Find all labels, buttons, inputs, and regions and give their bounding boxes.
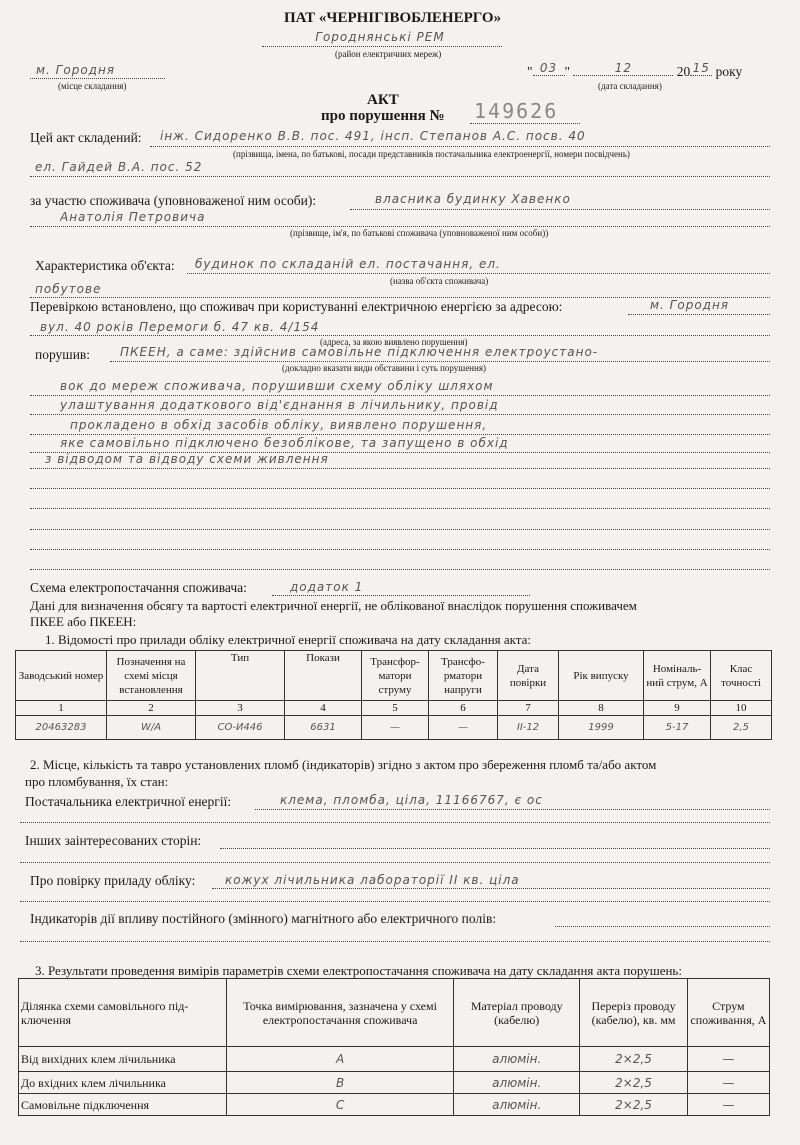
meters-data-cell: 1999	[559, 716, 644, 740]
meters-number-cell: 2	[107, 701, 196, 716]
meters-header-cell: Трансфор-матори струму	[362, 651, 429, 701]
measurements-row-point: А	[227, 1047, 454, 1072]
address-handwritten-inline: м. Городня	[650, 298, 730, 312]
measurements-row-material: алюмін.	[454, 1072, 580, 1094]
blank-line-5	[30, 569, 770, 570]
measurements-row-material: алюмін.	[454, 1047, 580, 1072]
violations-line-1	[110, 361, 770, 362]
consumer-line-2	[30, 226, 770, 227]
supplier-handwritten: клема, пломба, ціла, 11166767, є ос	[280, 793, 543, 807]
address-line-inline	[628, 314, 770, 315]
meters-header-cell: Трансфо-рматори напруги	[429, 651, 498, 701]
meters-header-cell: Позначення на схемі місця встановлення	[107, 651, 196, 701]
measurements-row-material: алюмін.	[454, 1094, 580, 1116]
measurements-row	[19, 1047, 770, 1072]
meters-header-row	[16, 651, 772, 701]
verify-handwritten: кожух лічильника лабораторії II кв. ціла	[225, 873, 520, 887]
measurements-header-cell: Ділянка схеми самовільного під-ключення	[19, 979, 227, 1047]
measurements-header-cell: Струм споживання, А	[687, 979, 769, 1047]
indicators-label: Індикаторів дії впливу постійного (змінного) магнітного або електричного полів:	[30, 911, 497, 926]
blank-line-3	[30, 529, 770, 530]
measurements-row	[19, 1094, 770, 1116]
meters-number-cell: 5	[362, 701, 429, 716]
meters-data-cell: 20463283	[16, 716, 107, 740]
scheme-line	[272, 595, 530, 596]
measurements-row-current: —	[687, 1094, 769, 1116]
meters-header-cell: Дата повірки	[498, 651, 559, 701]
violations-line-2	[30, 395, 770, 396]
measurements-row-section: 2×2,5	[580, 1094, 687, 1116]
object-handwritten-1: будинок по складаній ел. постачання, ел.	[195, 257, 501, 271]
meters-table	[15, 650, 772, 740]
object-caption: (назва об'єкта споживача)	[390, 276, 489, 286]
scheme-label: Схема електропостачання споживача:	[30, 580, 247, 595]
date-line: " 03 " 12 20 15 року	[527, 61, 743, 79]
meters-number-cell: 9	[644, 701, 711, 716]
measurements-header-row	[19, 979, 770, 1047]
act-number: 149626	[474, 99, 559, 123]
address-label: Перевіркою встановлено, що споживач при користуванні електричною енергією за адресою:	[30, 299, 563, 314]
address-caption: (адреса, за якою виявлено порушення)	[320, 337, 468, 347]
consumer-line-1	[350, 209, 770, 210]
meters-data-cell: 5-17	[644, 716, 711, 740]
supplier-label: Постачальника електричної енергії:	[25, 794, 232, 809]
address-line-2	[30, 335, 770, 336]
measurements-row-section: 2×2,5	[580, 1072, 687, 1094]
blank-line-1	[30, 488, 770, 489]
violations-handwritten-1: ПКЕЕН, а саме: здійснив самовільне підключення електроустано-	[120, 345, 599, 359]
meters-header-cell: Клас точності	[711, 651, 772, 701]
measurements-header-cell: Точка вимірювання, зазначена у схемі електропостачання споживача	[227, 979, 454, 1047]
meters-number-cell: 10	[711, 701, 772, 716]
composed-line-1	[150, 146, 770, 147]
measurements-row-label: До вхідних клем лічильника	[19, 1072, 227, 1094]
act-title: АКТ	[367, 92, 399, 108]
section3-title: 3. Результати проведення вимірів параметрів схеми електропостачання споживача на дату складання акта порушень:	[35, 963, 682, 978]
measurements-row-label: Самовільне підключення	[19, 1094, 227, 1116]
section2-title-line2: про пломбування, їх стан:	[25, 774, 169, 789]
meters-number-cell: 6	[429, 701, 498, 716]
consumer-caption: (прізвище, ім'я, по батькові споживача (уповноваженої ним особи))	[290, 228, 549, 238]
violations-line-3	[30, 414, 770, 415]
violations-handwritten-4: прокладено в обхід засобів обліку, виявлено порушення,	[70, 418, 488, 432]
meters-number-row	[16, 701, 772, 716]
address-handwritten-2: вул. 40 років Перемоги б. 47 кв. 4/154	[40, 320, 320, 334]
date-year: 15	[690, 61, 712, 76]
violations-label: порушив:	[35, 347, 91, 362]
meters-number-cell: 8	[559, 701, 644, 716]
measurements-header-cell: Переріз проводу (кабелю), кв. мм	[580, 979, 687, 1047]
place-caption: (місце складання)	[58, 81, 127, 91]
violations-handwritten-5: яке самовільно підключено безоблікове, та запущено в обхід	[60, 436, 509, 450]
consumer-label: за участю споживача (уповноваженої ним особи):	[30, 193, 317, 208]
meters-header-cell: Заводський номер	[16, 651, 107, 701]
section1-title: 1. Відомості про прилади обліку електричної енергії споживача на дату складання акта:	[45, 632, 532, 647]
meters-header-cell: Номіналь-ний струм, А	[644, 651, 711, 701]
place-line	[30, 78, 165, 79]
violations-line-6	[30, 468, 770, 469]
indicators-line-2	[20, 941, 770, 942]
violations-handwritten-6: з відводом та відводу схеми живлення	[45, 452, 329, 466]
supplier-line-2	[20, 822, 770, 823]
meters-data-cell: СО-И446	[196, 716, 285, 740]
violations-line-4	[30, 434, 770, 435]
date-day: 03	[533, 61, 565, 76]
composed-handwritten-1: інж. Сидоренко В.В. пос. 491, інсп. Степанов А.С. посв. 40	[160, 129, 586, 143]
composed-line-2	[30, 176, 770, 177]
meters-number-cell: 1	[16, 701, 107, 716]
data-label-line1: Дані для визначення обсягу та вартості електричної енергії, не облікованої внаслідок порушення споживачем	[30, 598, 637, 613]
meters-data-cell: W/A	[107, 716, 196, 740]
meters-number-cell: 3	[196, 701, 285, 716]
meters-data-cell: 6631	[285, 716, 362, 740]
blank-line-2	[30, 508, 770, 509]
verify-line-2	[20, 901, 770, 902]
measurements-header-cell: Матеріал проводу (кабелю)	[454, 979, 580, 1047]
meters-header-cell: Тип	[196, 651, 285, 701]
meters-data-cell: II-12	[498, 716, 559, 740]
indicators-line	[555, 926, 770, 927]
composed-label: Цей акт складений:	[30, 130, 142, 145]
act-number-line	[470, 123, 580, 124]
others-line-2	[20, 862, 770, 863]
verify-line	[212, 888, 770, 889]
measurements-row-point: С	[227, 1094, 454, 1116]
meters-header-cell: Покази	[285, 651, 362, 701]
object-handwritten-2: побутове	[35, 282, 102, 296]
consumer-handwritten-1: власника будинку Хавенко	[375, 192, 571, 206]
measurements-row	[19, 1072, 770, 1094]
place-handwritten: м. Городня	[36, 63, 116, 77]
blank-line-4	[30, 549, 770, 550]
others-label: Інших заінтересованих сторін:	[25, 833, 202, 848]
composed-caption: (прізвища, імена, по батькові, посади представників постачальника електроенергії, номери посвідчень)	[233, 149, 630, 159]
meters-data-cell: 2,5	[711, 716, 772, 740]
date-caption: (дата складання)	[598, 81, 662, 91]
district-handwritten: Городнянські РЕМ	[315, 30, 445, 44]
meters-data-row	[16, 716, 772, 740]
violations-caption: (докладно вказати види обставини і суть порушення)	[282, 363, 486, 373]
date-year-prefix: 20	[676, 64, 691, 79]
company-name: ПАТ «ЧЕРНІГІВОБЛЕНЕРГО»	[284, 10, 502, 26]
meters-number-cell: 7	[498, 701, 559, 716]
district-line	[262, 46, 502, 47]
measurements-row-current: —	[687, 1072, 769, 1094]
date-suffix: року	[715, 64, 743, 79]
measurements-row-label: Від вихідних клем лічильника	[19, 1047, 227, 1072]
measurements-row-point: В	[227, 1072, 454, 1094]
measurements-table	[18, 978, 770, 1116]
violations-handwritten-2: вок до мереж споживача, порушивши схему обліку шляхом	[60, 379, 494, 393]
measurements-row-current: —	[687, 1047, 769, 1072]
verify-label: Про повірку приладу обліку:	[30, 873, 196, 888]
act-subtitle: про порушення №	[321, 108, 445, 124]
section2-title-line1: 2. Місце, кількість та тавро установлених пломб (індикаторів) згідно з актом про збереження пломб та/або актом	[30, 757, 657, 772]
scheme-handwritten: додаток 1	[290, 580, 364, 594]
meters-data-cell: —	[429, 716, 498, 740]
district-caption: (район електричних мереж)	[335, 49, 442, 59]
composed-handwritten-2: ел. Гайдей В.А. пос. 52	[35, 160, 203, 174]
measurements-row-section: 2×2,5	[580, 1047, 687, 1072]
meters-header-cell: Рік випуску	[559, 651, 644, 701]
meters-number-cell: 4	[285, 701, 362, 716]
others-line	[220, 848, 770, 849]
consumer-handwritten-2: Анатолія Петровича	[60, 210, 206, 224]
object-line-1	[187, 273, 770, 274]
date-month: 12	[573, 61, 673, 76]
object-label: Характеристика об'єкта:	[35, 258, 175, 273]
supplier-line	[255, 809, 770, 810]
data-label-line2: ПКЕЕ або ПКЕЕН:	[30, 614, 137, 629]
violations-handwritten-3: улаштування додаткового від'єднання в лічильнику, провід	[60, 398, 499, 412]
meters-data-cell: —	[362, 716, 429, 740]
